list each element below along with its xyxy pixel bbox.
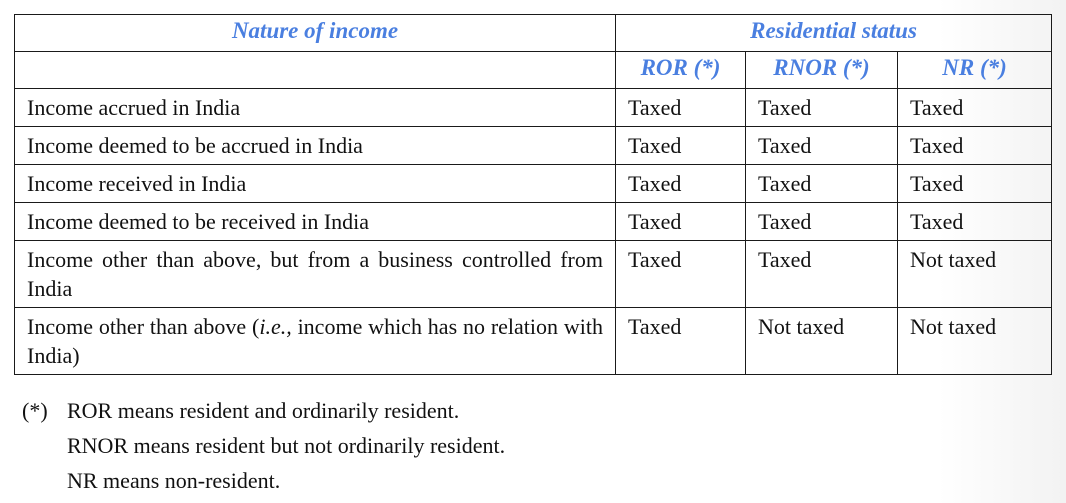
nature-cell: Income deemed to be received in India [15, 203, 616, 241]
table-subheader-row [15, 52, 1052, 89]
footnotes [22, 393, 505, 498]
table-row [15, 308, 1052, 375]
nature-of-income-header: Nature of income [15, 15, 616, 52]
ror-cell: Taxed [616, 203, 746, 241]
ror-cell: Taxed [616, 165, 746, 203]
ror-column-header: ROR (*) [616, 52, 746, 89]
ie-abbreviation: i.e., [259, 314, 292, 339]
table-header-row [15, 15, 1052, 52]
nr-cell: Not taxed [898, 241, 1052, 308]
nature-cell: Income accrued in India [15, 89, 616, 127]
nr-cell: Taxed [898, 89, 1052, 127]
footnote-marker: (*) [22, 398, 48, 423]
ror-cell: Taxed [616, 241, 746, 308]
table-row [15, 165, 1052, 203]
ror-cell: Taxed [616, 308, 746, 375]
nr-cell: Not taxed [898, 308, 1052, 375]
nr-cell: Taxed [898, 127, 1052, 165]
footnote-line [22, 428, 505, 463]
nr-cell: Taxed [898, 203, 1052, 241]
rnor-cell: Taxed [746, 241, 898, 308]
rnor-cell: Taxed [746, 127, 898, 165]
nature-cell: Income other than above, but from a business controlled from India [15, 241, 616, 308]
rnor-cell: Taxed [746, 203, 898, 241]
nr-column-header: NR (*) [898, 52, 1052, 89]
rnor-cell: Not taxed [746, 308, 898, 375]
nature-text-start: Income other than above ( [27, 314, 260, 339]
footnote-line [22, 463, 505, 498]
table-row [15, 127, 1052, 165]
table-row [15, 241, 1052, 308]
nr-cell: Taxed [898, 165, 1052, 203]
ror-cell: Taxed [616, 127, 746, 165]
rnor-cell: Taxed [746, 89, 898, 127]
nature-cell: Income received in India [15, 165, 616, 203]
table-row [15, 89, 1052, 127]
residential-status-header: Residential status [616, 15, 1052, 52]
nature-cell: Income deemed to be accrued in India [15, 127, 616, 165]
footnote-text: ROR means resident and ordinarily resident. [67, 398, 460, 423]
ror-cell: Taxed [616, 89, 746, 127]
rnor-cell: Taxed [746, 165, 898, 203]
residential-status-table [14, 14, 1052, 375]
nature-cell [15, 308, 616, 375]
footnote-text: NR means non-resident. [67, 468, 281, 493]
footnote-line [22, 393, 505, 428]
table-row [15, 203, 1052, 241]
rnor-column-header: RNOR (*) [746, 52, 898, 89]
footnote-text: RNOR means resident but not ordinarily resident. [67, 433, 506, 458]
empty-header-cell [15, 52, 616, 89]
nature-text-end: income which has no relation with India) [27, 314, 603, 368]
